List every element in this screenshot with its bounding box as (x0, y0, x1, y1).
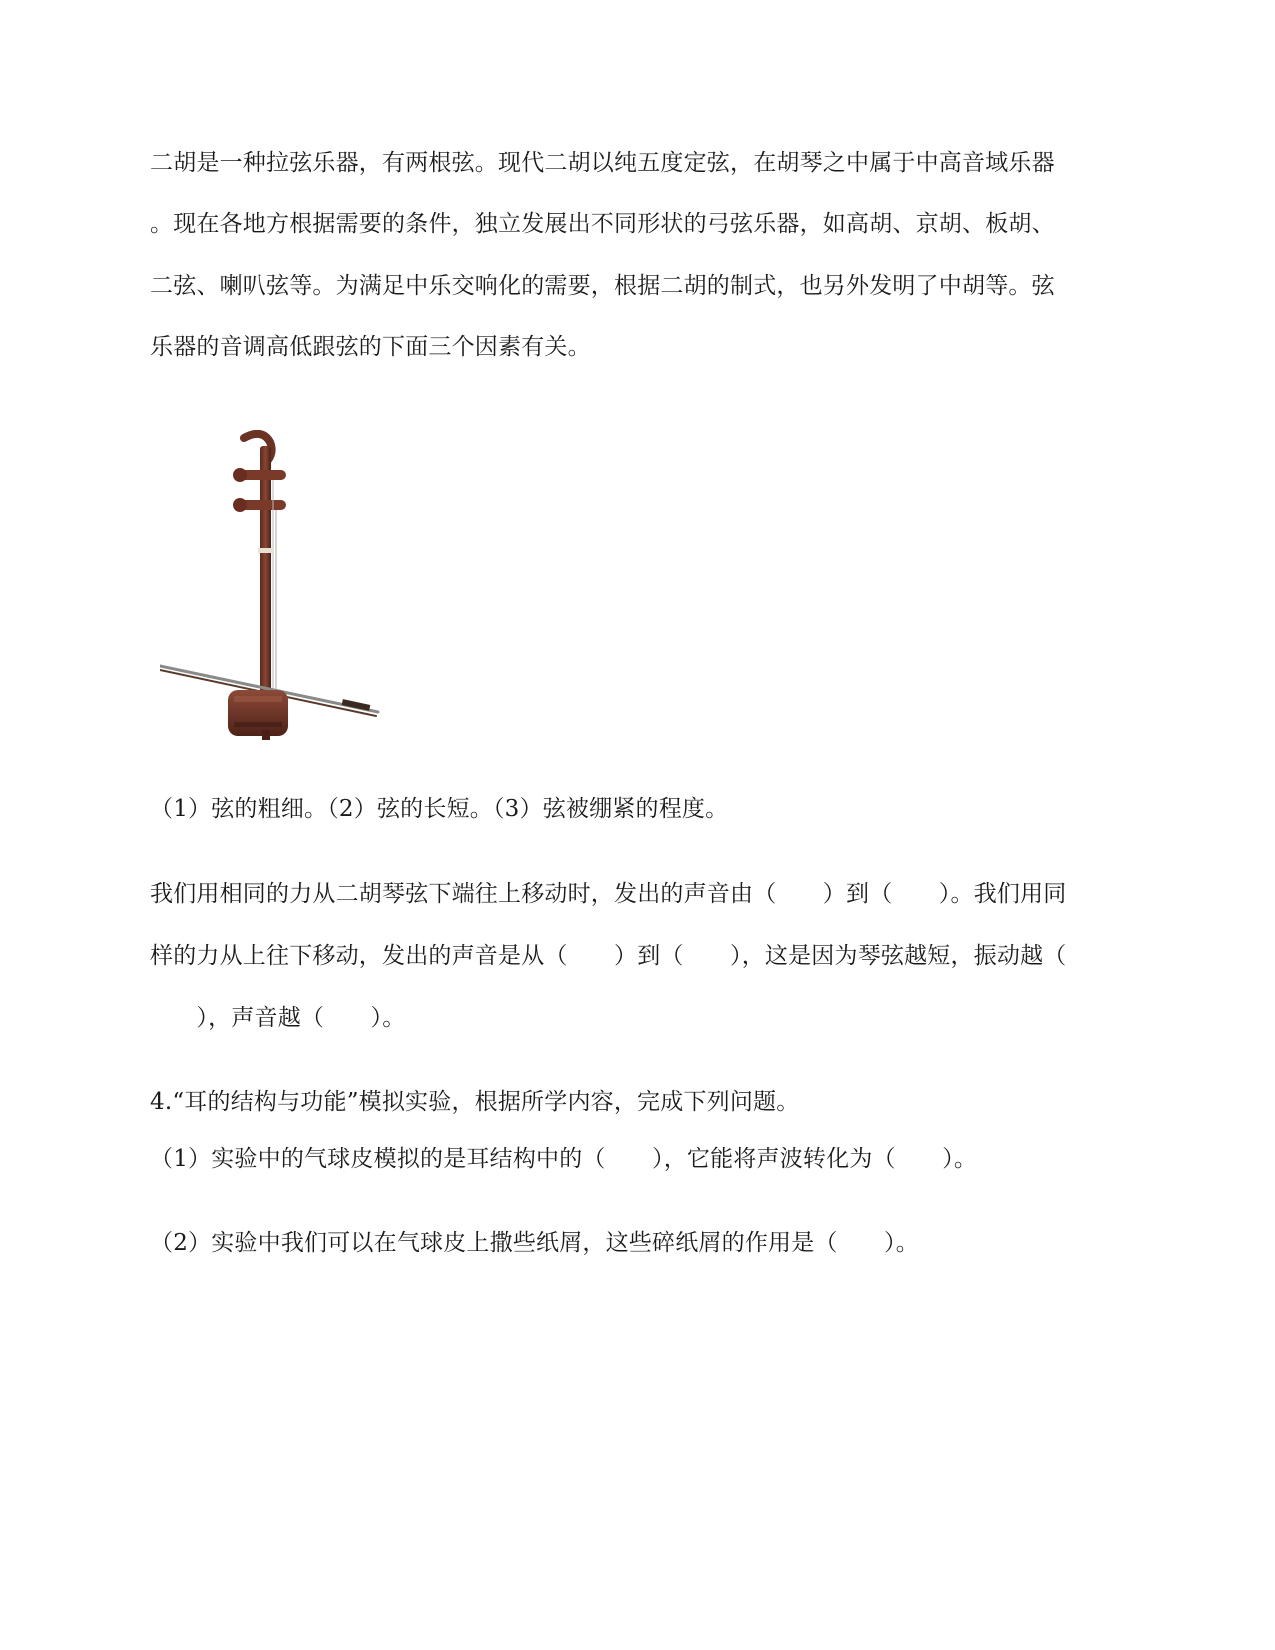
question4-item-2: （2）实验中我们可以在气球皮上撒些纸屑，这些碎纸屑的作用是（ ）。 (150, 1230, 919, 1256)
question4-title: 4.“耳的结构与功能”模拟实验，根据所学内容，完成下列问题。 (150, 1089, 800, 1115)
intro-line-1: 二胡是一种拉弦乐器，有两根弦。现代二胡以纯五度定弦，在胡琴之中属于中高音域乐器 (150, 150, 1055, 176)
intro-line-3: 二弦、喇叭弦等。为满足中乐交响化的需要，根据二胡的制式，也另外发明了中胡等。弦 (150, 273, 1055, 299)
erhu-figure (160, 430, 400, 770)
erhu-question-line-1: 我们用相同的力从二胡琴弦下端往上移动时，发出的声音由（ ）到（ ）。我们用同 (150, 881, 1067, 907)
factors-line: （1）弦的粗细。（2）弦的长短。（3）弦被绷紧的程度。 (150, 796, 729, 822)
intro-line-2: 。现在各地方根据需要的条件，独立发展出不同形状的弓弦乐器，如高胡、京胡、板胡、 (150, 211, 1055, 237)
erhu-question-line-3: ），声音越（ ）。 (150, 1005, 406, 1031)
erhu-question-line-2: 样的力从上往下移动，发出的声音是从（ ）到（ ），这是因为琴弦越短，振动越（ (150, 943, 1067, 969)
question4-item-1: （1）实验中的气球皮模拟的是耳结构中的（ ），它能将声波转化为（ ）。 (150, 1146, 978, 1172)
erhu-icon (160, 430, 400, 770)
intro-line-4: 乐器的音调高低跟弦的下面三个因素有关。 (150, 334, 591, 360)
